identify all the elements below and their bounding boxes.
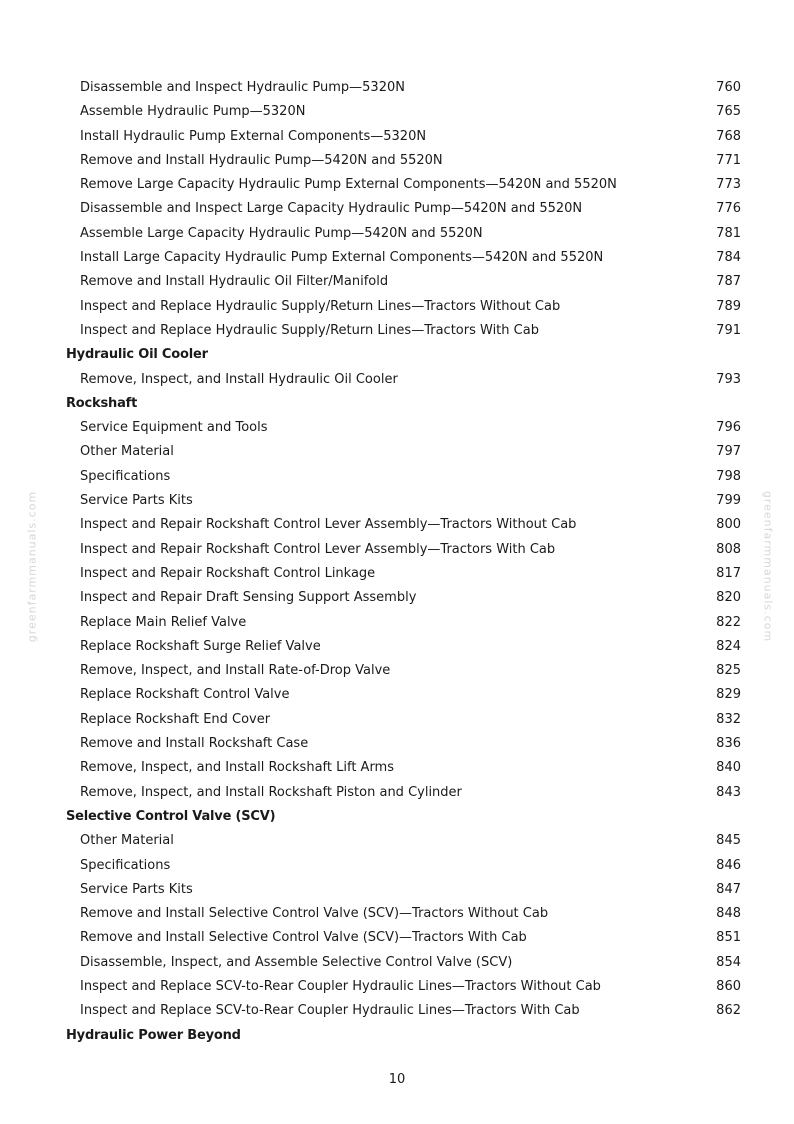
toc-entry[interactable] — [66, 416, 742, 440]
entry-title: Remove and Install Selective Control Valve (SCV)—Tractors Without Cab — [80, 906, 549, 922]
entry-title: Assemble Hydraulic Pump—5320N — [80, 104, 306, 120]
toc-entry[interactable] — [66, 635, 742, 659]
entry-page-number: 843 — [716, 784, 741, 800]
section-heading-title: Selective Control Valve (SCV) — [66, 808, 276, 824]
toc-entry[interactable] — [66, 100, 742, 124]
entry-page-number: 791 — [716, 322, 741, 338]
toc-entry[interactable] — [66, 781, 742, 805]
entry-page-number: 768 — [716, 128, 741, 144]
entry-page-number: 847 — [716, 881, 741, 897]
entry-page-number — [741, 343, 742, 367]
toc-section-heading — [66, 343, 742, 367]
entry-title: Service Parts Kits — [80, 493, 193, 509]
entry-page-number: 820 — [716, 590, 741, 606]
entry-page-number: 796 — [716, 420, 741, 436]
toc-entry[interactable] — [66, 999, 742, 1023]
toc-entry[interactable] — [66, 513, 742, 537]
toc-section-heading — [66, 1024, 742, 1048]
section-heading-title: Hydraulic Power Beyond — [66, 1027, 241, 1043]
toc-entry[interactable] — [66, 562, 742, 586]
toc-entry[interactable] — [66, 270, 742, 294]
toc-entry[interactable] — [66, 538, 742, 562]
entry-page-number: 836 — [716, 736, 741, 752]
toc-entry[interactable] — [66, 197, 742, 221]
entry-title: Other Material — [80, 444, 174, 460]
entry-page-number: 776 — [716, 201, 741, 217]
toc-entry[interactable] — [66, 440, 742, 464]
entry-title: Inspect and Replace Hydraulic Supply/Return Lines—Tractors Without Cab — [80, 298, 561, 314]
entry-page-number: 848 — [716, 906, 741, 922]
toc-entry[interactable] — [66, 222, 742, 246]
toc-entry[interactable] — [66, 173, 742, 197]
entry-page-number: 822 — [716, 614, 741, 630]
entry-page-number: 825 — [716, 663, 741, 679]
toc-entry[interactable] — [66, 975, 742, 999]
entry-page-number: 800 — [716, 517, 741, 533]
entry-title: Inspect and Replace Hydraulic Supply/Return Lines—Tractors With Cab — [80, 322, 539, 338]
watermark-left: greenfarmmanuals.com — [25, 490, 39, 643]
toc-entry[interactable] — [66, 149, 742, 173]
entry-title: Remove and Install Selective Control Valve (SCV)—Tractors With Cab — [80, 930, 527, 946]
toc-entry[interactable] — [66, 489, 742, 513]
toc-entry[interactable] — [66, 611, 742, 635]
entry-page-number: 840 — [716, 760, 741, 776]
toc-entry[interactable] — [66, 586, 742, 610]
entry-title: Install Large Capacity Hydraulic Pump External Components—5420N and 5520N — [80, 250, 604, 266]
entry-title: Remove and Install Hydraulic Oil Filter/Manifold — [80, 274, 389, 290]
entry-page-number: 832 — [716, 711, 741, 727]
toc-entry[interactable] — [66, 125, 742, 149]
entry-page-number: 765 — [716, 104, 741, 120]
entry-page-number: 824 — [716, 638, 741, 654]
toc-entry[interactable] — [66, 829, 742, 853]
toc-section-heading — [66, 805, 742, 829]
section-heading-title: Rockshaft — [66, 395, 138, 411]
entry-title: Replace Rockshaft End Cover — [80, 711, 271, 727]
entry-page-number: 789 — [716, 298, 741, 314]
entry-page-number: 773 — [716, 177, 741, 193]
entry-title: Disassemble and Inspect Hydraulic Pump—5320N — [80, 80, 405, 95]
entry-page-number: 860 — [716, 978, 741, 994]
entry-title: Inspect and Replace SCV-to-Rear Coupler Hydraulic Lines—Tractors With Cab — [80, 1003, 580, 1019]
section-heading-title: Hydraulic Oil Cooler — [66, 347, 208, 363]
entry-title: Other Material — [80, 833, 174, 849]
toc-entry[interactable] — [66, 878, 742, 902]
watermark-right: greenfarmmanuals.com — [761, 490, 775, 643]
entry-title: Disassemble, Inspect, and Assemble Selective Control Valve (SCV) — [80, 954, 513, 970]
entry-page-number: 851 — [716, 930, 741, 946]
toc-entry[interactable] — [66, 659, 742, 683]
entry-title: Replace Rockshaft Control Valve — [80, 687, 290, 703]
toc-entry[interactable] — [66, 295, 742, 319]
entry-title: Inspect and Repair Rockshaft Control Linkage — [80, 565, 376, 581]
entry-page-number: 817 — [716, 565, 741, 581]
entry-title: Remove, Inspect, and Install Rockshaft Lift Arms — [80, 760, 394, 776]
entry-title: Inspect and Repair Draft Sensing Support Assembly — [80, 590, 417, 606]
entry-title: Specifications — [80, 468, 171, 484]
toc-entry[interactable] — [66, 683, 742, 707]
entry-title: Remove Large Capacity Hydraulic Pump External Components—5420N and 5520N — [80, 177, 617, 193]
page-number: 10 — [388, 1072, 406, 1087]
entry-page-number: 793 — [716, 371, 741, 387]
toc-entry[interactable] — [66, 732, 742, 756]
entry-page-number: 781 — [716, 225, 741, 241]
entry-title: Inspect and Repair Rockshaft Control Lever Assembly—Tractors With Cab — [80, 541, 556, 557]
toc-entry[interactable] — [66, 465, 742, 489]
toc-entry[interactable] — [66, 246, 742, 270]
entry-title: Remove, Inspect, and Install Rate-of-Drop Valve — [80, 663, 391, 679]
entry-page-number: 845 — [716, 833, 741, 849]
entry-title: Remove, Inspect, and Install Hydraulic Oil Cooler — [80, 371, 398, 387]
entry-title: Remove and Install Rockshaft Case — [80, 736, 309, 752]
toc-entry[interactable] — [66, 368, 742, 392]
entry-page-number: 798 — [716, 468, 741, 484]
toc-entry[interactable] — [66, 902, 742, 926]
entry-page-number: 862 — [716, 1003, 741, 1019]
entry-title: Install Hydraulic Pump External Components—5320N — [80, 128, 427, 144]
toc-entry[interactable] — [66, 319, 742, 343]
toc-entry[interactable] — [66, 708, 742, 732]
entry-title: Replace Main Relief Valve — [80, 614, 247, 630]
table-of-contents — [66, 76, 742, 1048]
toc-entry[interactable] — [66, 854, 742, 878]
entry-title: Assemble Large Capacity Hydraulic Pump—5420N and 5520N — [80, 225, 483, 241]
entry-page-number: 829 — [716, 687, 741, 703]
entry-title: Service Parts Kits — [80, 881, 193, 897]
entry-title: Remove, Inspect, and Install Rockshaft Piston and Cylinder — [80, 784, 462, 800]
entry-page-number: 846 — [716, 857, 741, 873]
entry-title: Inspect and Repair Rockshaft Control Lever Assembly—Tractors Without Cab — [80, 517, 577, 533]
toc-entry[interactable] — [66, 76, 742, 100]
entry-title: Replace Rockshaft Surge Relief Valve — [80, 638, 321, 654]
toc-entry[interactable] — [66, 756, 742, 780]
toc-entry[interactable] — [66, 951, 742, 975]
entry-page-number — [741, 392, 742, 416]
entry-page-number: 797 — [716, 444, 741, 460]
entry-page-number: 799 — [716, 493, 741, 509]
entry-title: Specifications — [80, 857, 171, 873]
entry-title: Remove and Install Hydraulic Pump—5420N and 5520N — [80, 152, 443, 168]
entry-page-number: 771 — [716, 152, 741, 168]
entry-page-number — [741, 1024, 742, 1048]
toc-entry[interactable] — [66, 926, 742, 950]
entry-page-number — [741, 805, 742, 829]
entry-title: Disassemble and Inspect Large Capacity Hydraulic Pump—5420N and 5520N — [80, 201, 583, 217]
entry-page-number: 854 — [716, 954, 741, 970]
entry-title: Inspect and Replace SCV-to-Rear Coupler Hydraulic Lines—Tractors Without Cab — [80, 978, 601, 994]
entry-page-number: 808 — [716, 541, 741, 557]
entry-page-number: 784 — [716, 250, 741, 266]
entry-title: Service Equipment and Tools — [80, 420, 268, 436]
entry-page-number: 760 — [716, 80, 741, 95]
toc-section-heading — [66, 392, 742, 416]
entry-page-number: 787 — [716, 274, 741, 290]
